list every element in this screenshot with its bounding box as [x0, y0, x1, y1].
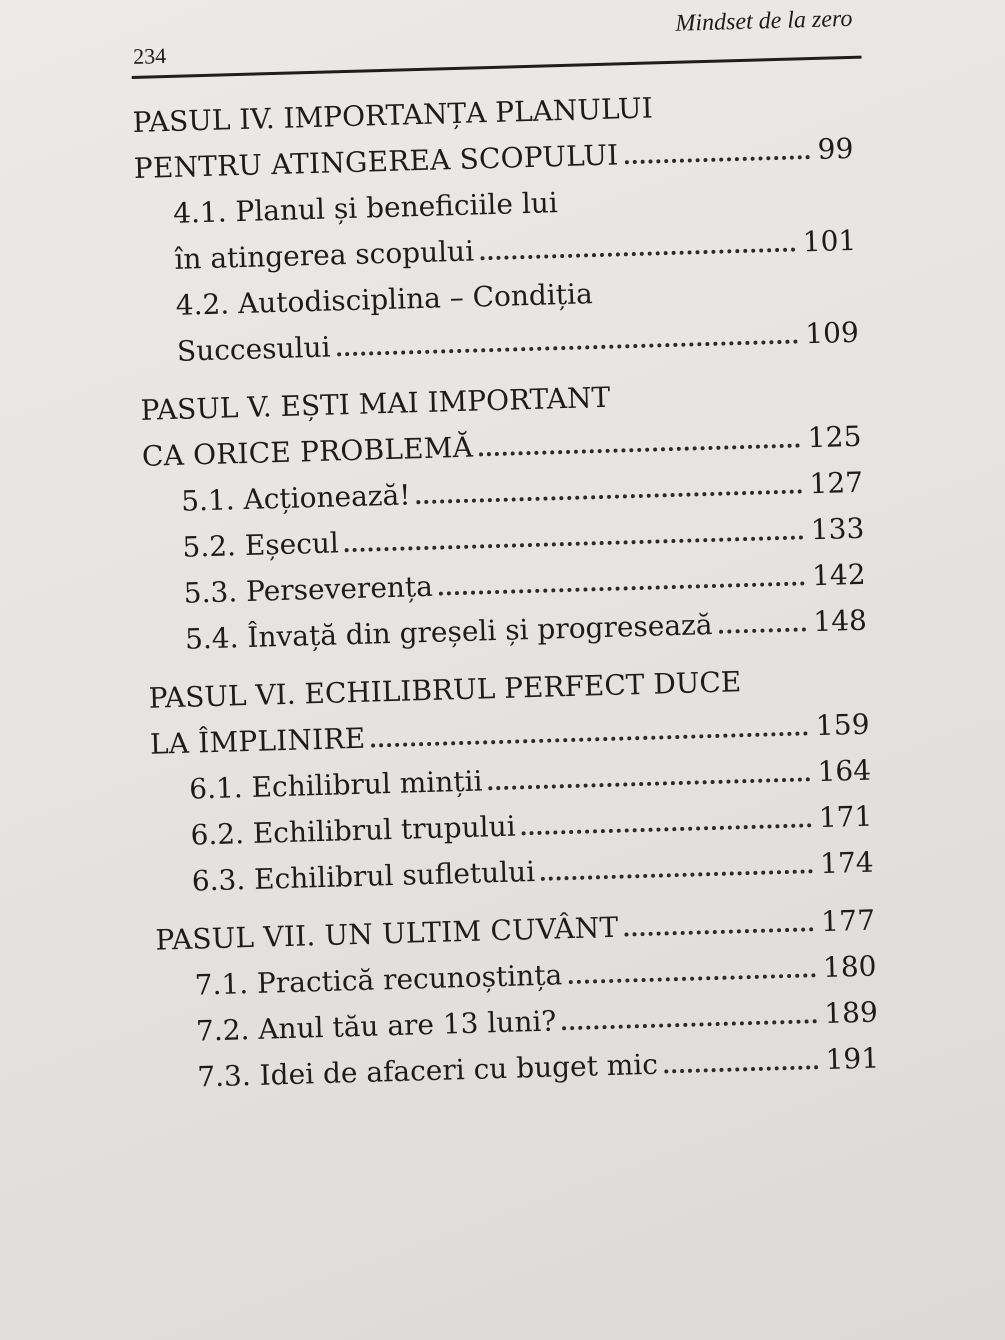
toc-chapter-vii — [155, 898, 880, 1102]
toc-entry-line: 4.2. Autodisciplina – Condiția — [175, 277, 594, 322]
toc-entry-label: în atingerea scopului — [174, 234, 475, 276]
dot-leader — [479, 443, 800, 456]
toc-entry-page-number: 164 — [817, 753, 872, 789]
chapter-title-line: PASUL V. EȘTI MAI IMPORTANT — [140, 380, 611, 427]
toc-entry-page-number: 142 — [811, 557, 866, 593]
chapter-title-line: LA ÎMPLINIRE — [149, 721, 366, 761]
dot-leader — [439, 581, 804, 595]
toc-entry-label: 5.2. Eșecul — [182, 526, 340, 564]
toc-entry-page-number: 174 — [819, 845, 875, 881]
dot-leader — [568, 973, 815, 984]
toc-entry-label: 5.3. Perseverența — [183, 569, 434, 610]
chapter-title-line: PENTRU ATINGEREA SCOPULUI — [133, 138, 619, 185]
toc-entry-label: 7.3. Idei de afaceri cu buget mic — [196, 1047, 659, 1094]
dot-leader — [625, 155, 810, 164]
toc-entry-page-number: 180 — [822, 949, 877, 985]
dot-leader — [719, 627, 806, 633]
dot-leader — [489, 777, 810, 790]
toc-entry-page-number: 191 — [825, 1041, 880, 1077]
toc-entry-label: 7.2. Anul tău are 13 luni? — [195, 1004, 557, 1048]
dot-leader — [562, 1019, 816, 1030]
chapter-title-line: CA ORICE PROBLEMĂ — [141, 430, 474, 473]
header-rule — [132, 56, 862, 79]
toc-entry-label: 6.3. Echilibrul sufletului — [191, 855, 536, 898]
toc-entry-page-number: 148 — [812, 603, 868, 639]
toc-entry-label: 5.1. Acționează! — [180, 478, 411, 518]
chapter-title-line: PASUL VII. UN ULTIM CUVÂNT — [155, 910, 619, 957]
toc-entry-label: 6.1. Echilibrul minții — [188, 764, 483, 806]
chapter-title-line: PASUL VI. ECHILIBRUL PERFECT DUCE — [148, 665, 742, 715]
page-number: 234 — [132, 43, 167, 69]
chapter-page-number: 177 — [820, 903, 876, 939]
dot-leader — [417, 489, 802, 504]
dot-leader — [522, 823, 811, 835]
toc-chapter-iv — [132, 80, 859, 376]
running-title: Mindset de la zero — [675, 5, 853, 37]
toc-entry-page-number: 189 — [823, 995, 879, 1031]
chapter-page-number: 125 — [807, 419, 863, 455]
dot-leader — [664, 1065, 818, 1073]
dot-leader — [480, 248, 795, 261]
dot-leader — [625, 927, 814, 936]
toc-chapter-vi — [148, 656, 874, 906]
toc-entry-page-number: 127 — [809, 465, 864, 501]
toc-entry-page-number: 101 — [802, 223, 857, 259]
toc-entry-label: 6.2. Echilibrul trupului — [190, 809, 517, 852]
page-header — [130, 0, 862, 84]
chapter-page-number: 99 — [817, 131, 855, 166]
dot-leader — [541, 869, 812, 881]
chapter-title-line: PASUL IV. IMPORTANȚA PLANULUI — [132, 91, 654, 139]
dot-leader — [345, 535, 803, 552]
toc-entry-label: 5.4. Învață din greșeli și progresează — [184, 608, 713, 656]
toc-entry-page-number: 171 — [818, 799, 873, 835]
toc-entry-page-number: 109 — [804, 315, 860, 351]
dot-leader — [371, 731, 807, 747]
toc-entry-label: 7.1. Practică recunoștința — [194, 958, 563, 1002]
dot-leader — [337, 340, 798, 357]
toc-entry-page-number: 133 — [810, 511, 865, 547]
chapter-page-number: 159 — [815, 707, 871, 743]
toc-entry-label: Succesului — [176, 330, 331, 368]
toc-chapter-v — [140, 368, 867, 664]
table-of-contents — [132, 80, 880, 1114]
toc-entry-line: 4.1. Planul și beneficiile lui — [172, 186, 559, 230]
